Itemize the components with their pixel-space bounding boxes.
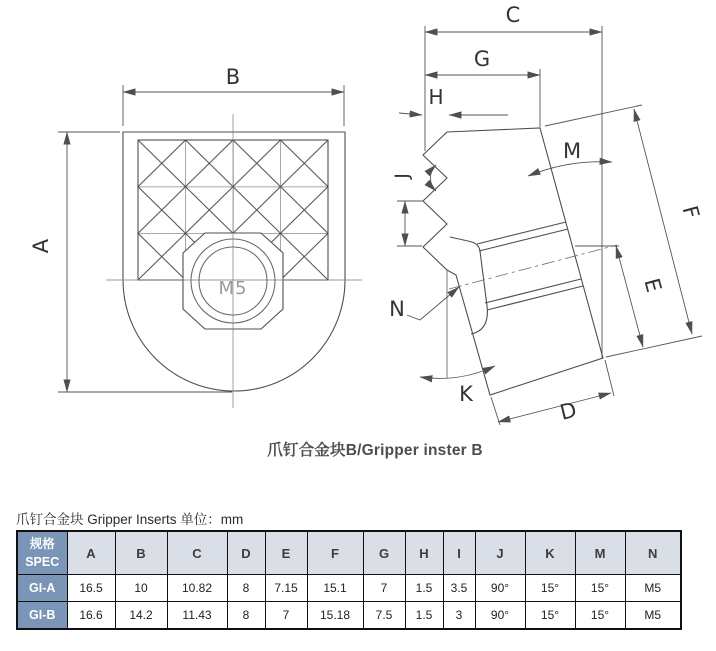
cell: 15° — [575, 575, 625, 602]
cell: 1.5 — [405, 575, 443, 602]
col-header-B: B — [115, 531, 167, 575]
col-header-I: I — [443, 531, 475, 575]
cell: 15° — [575, 602, 625, 630]
col-header-G: G — [363, 531, 405, 575]
dim-B — [123, 85, 344, 126]
col-header-A: A — [67, 531, 115, 575]
dim-J-arc — [430, 165, 436, 191]
hole-lower-wall — [485, 279, 583, 310]
dim-E — [575, 246, 643, 347]
spec-header-line1: 规格 — [29, 536, 55, 551]
col-header-H: H — [405, 531, 443, 575]
cell: 8 — [227, 602, 265, 630]
cell: 7 — [363, 575, 405, 602]
cell: 3 — [443, 602, 475, 630]
cell: 10.82 — [167, 575, 227, 602]
cell: 16.6 — [67, 602, 115, 630]
table-row-gi-a — [17, 575, 681, 602]
cell: 7.15 — [265, 575, 307, 602]
drawing-caption: 爪钉合金块B/Gripper inster B — [267, 442, 483, 459]
cell: 10 — [115, 575, 167, 602]
cell: 7 — [265, 602, 307, 630]
hole-centerline — [449, 245, 617, 289]
dim-B-label: B — [225, 65, 241, 89]
dim-F-label: F — [677, 203, 704, 222]
cell: 7.5 — [363, 602, 405, 630]
table-row-gi-b — [17, 602, 681, 630]
col-header-M: M — [575, 531, 625, 575]
cell: M5 — [625, 602, 681, 630]
cell: 15° — [525, 575, 575, 602]
dim-K-label: K — [459, 382, 473, 406]
dim-C-label: C — [505, 3, 521, 27]
row-label-gi-a: GI-A — [17, 575, 67, 602]
dim-G-label: G — [473, 47, 491, 71]
dim-N-label: N — [389, 297, 405, 321]
dim-H — [399, 113, 508, 115]
header-row — [17, 531, 681, 575]
dim-E-label: E — [639, 275, 667, 295]
spec-table — [16, 530, 682, 630]
dim-A-label: A — [29, 238, 53, 254]
col-header-C: C — [167, 531, 227, 575]
row-label-gi-b: GI-B — [17, 602, 67, 630]
dim-D-label: D — [557, 397, 580, 425]
cell: 8 — [227, 575, 265, 602]
dim-J-label: J — [391, 173, 413, 179]
col-header-J: J — [475, 531, 525, 575]
col-header-D: D — [227, 531, 265, 575]
dim-H-label: H — [428, 85, 444, 109]
cell: 3.5 — [443, 575, 475, 602]
col-header-K: K — [525, 531, 575, 575]
dim-D — [491, 360, 614, 425]
side-view — [389, 3, 704, 425]
cell: 15° — [525, 602, 575, 630]
hole-upper-wall — [477, 222, 568, 251]
col-header-E: E — [265, 531, 307, 575]
dim-tooth-pitch — [397, 201, 424, 246]
dim-N-leader — [407, 287, 459, 320]
cell: 15.1 — [307, 575, 363, 602]
cell: 90° — [475, 575, 525, 602]
cell: 11.43 — [167, 602, 227, 630]
table-title: 爪钉合金块 Gripper Inserts 单位：mm — [16, 512, 244, 527]
cell: 15.18 — [307, 602, 363, 630]
side-outline — [423, 128, 603, 395]
spec-header-line2: SPEC — [25, 555, 60, 569]
cell: 90° — [475, 602, 525, 630]
dim-M-arc — [528, 162, 612, 176]
cell: M5 — [625, 575, 681, 602]
col-header-N: N — [625, 531, 681, 575]
cell: 14.2 — [115, 602, 167, 630]
col-header-F: F — [307, 531, 363, 575]
front-view — [29, 65, 362, 408]
dim-C — [425, 26, 602, 358]
thread-label: M5 — [218, 278, 248, 299]
cell: 1.5 — [405, 602, 443, 630]
spec-header-cell — [17, 531, 67, 575]
cell: 16.5 — [67, 575, 115, 602]
dim-M-label: M — [562, 139, 582, 163]
